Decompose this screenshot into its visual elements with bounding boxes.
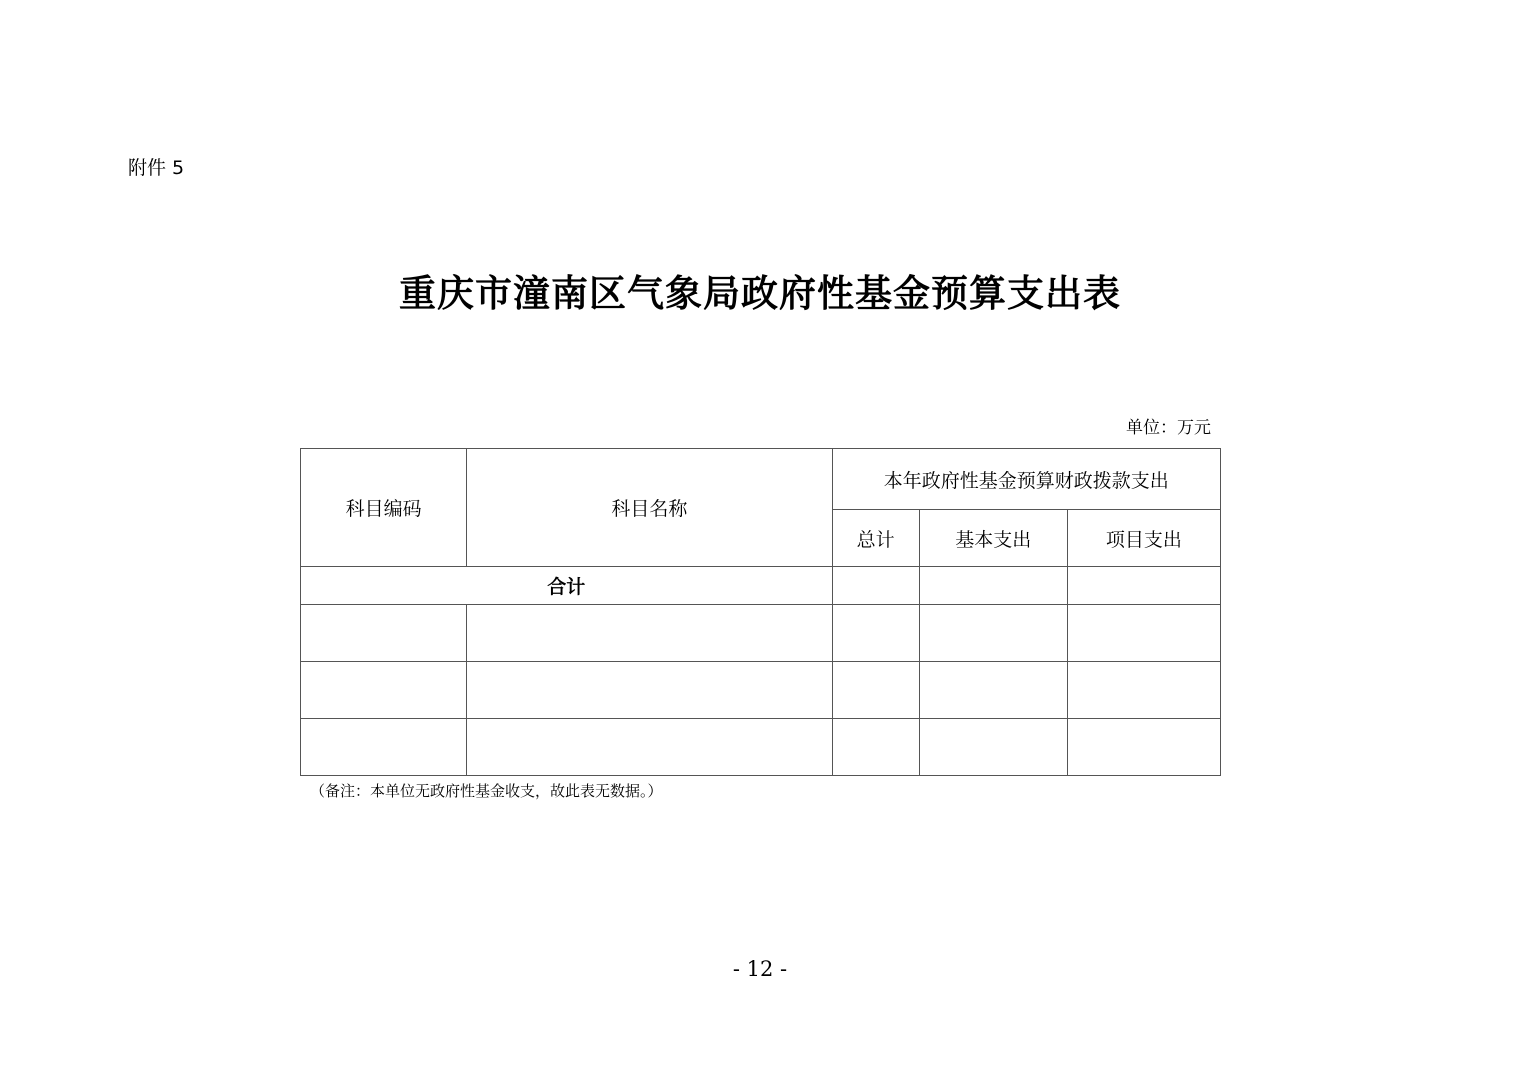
row-project	[1067, 662, 1220, 719]
row-basic	[919, 605, 1067, 662]
row-basic	[919, 719, 1067, 776]
table-row	[301, 605, 1221, 662]
header-name: 科目名称	[467, 449, 832, 567]
unit-label: 单位：万元	[1126, 418, 1211, 438]
page-title: 重庆市潼南区气象局政府性基金预算支出表	[399, 271, 1121, 315]
budget-table	[300, 448, 1221, 776]
header-row-1	[301, 449, 1221, 510]
total-row	[301, 567, 1221, 605]
total-row-label: 合计	[301, 567, 833, 605]
row-code	[301, 719, 467, 776]
row-basic	[919, 662, 1067, 719]
row-code	[301, 605, 467, 662]
total-row-total	[832, 567, 919, 605]
header-project: 项目支出	[1067, 510, 1220, 567]
table-row	[301, 662, 1221, 719]
header-group: 本年政府性基金预算财政拨款支出	[832, 449, 1220, 510]
row-code	[301, 662, 467, 719]
attachment-label: 附件 5	[128, 157, 185, 179]
row-total	[832, 662, 919, 719]
footnote: （备注：本单位无政府性基金收支，故此表无数据。）	[310, 782, 663, 800]
header-total: 总计	[832, 510, 919, 567]
header-code: 科目编码	[301, 449, 467, 567]
total-row-basic	[919, 567, 1067, 605]
total-row-project	[1067, 567, 1220, 605]
row-name	[467, 662, 832, 719]
row-total	[832, 605, 919, 662]
page-number: - 12 -	[732, 957, 788, 981]
row-project	[1067, 719, 1220, 776]
row-total	[832, 719, 919, 776]
row-project	[1067, 605, 1220, 662]
row-name	[467, 719, 832, 776]
header-basic: 基本支出	[919, 510, 1067, 567]
row-name	[467, 605, 832, 662]
table-row	[301, 719, 1221, 776]
